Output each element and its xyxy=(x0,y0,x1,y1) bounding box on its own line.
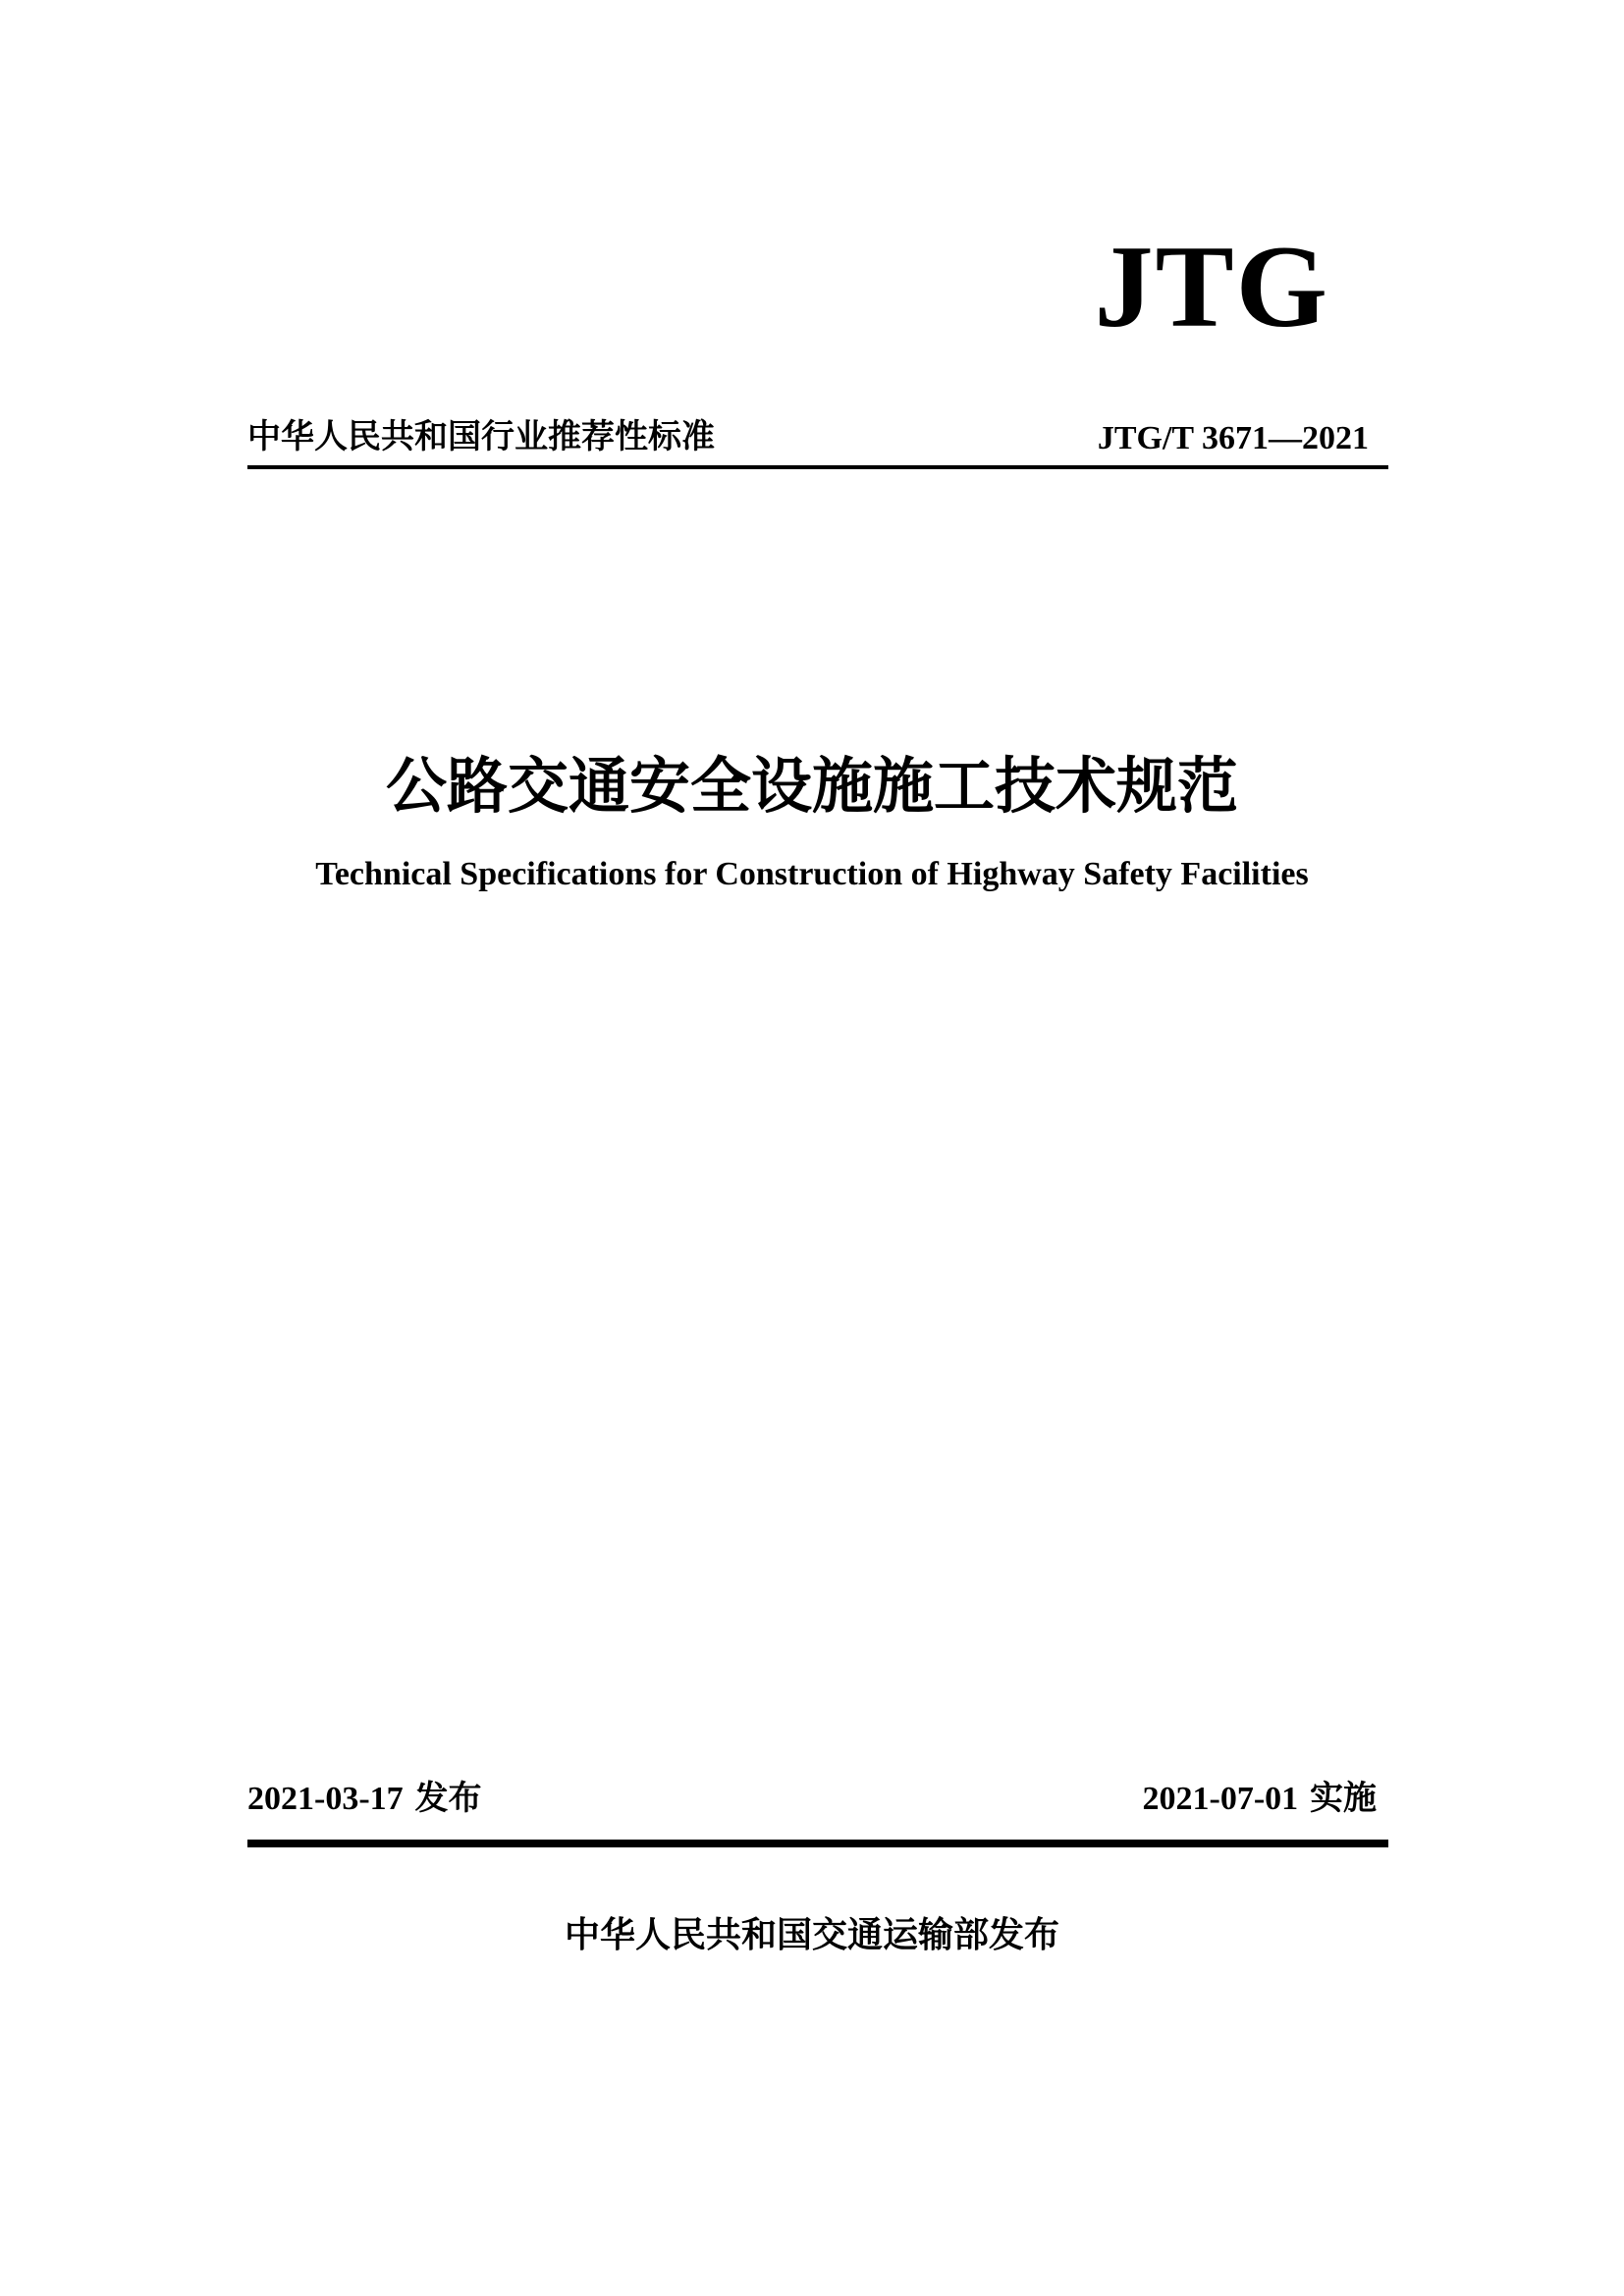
footer-divider xyxy=(247,1840,1388,1847)
issue-date-line xyxy=(247,1779,482,1818)
title-chinese: 公路交通安全设施施工技术规范 xyxy=(385,750,1238,822)
implementation-date: 2021-07-01 xyxy=(1142,1781,1299,1817)
header-divider xyxy=(247,465,1388,469)
issue-label: 发布 xyxy=(414,1779,482,1818)
issue-date: 2021-03-17 xyxy=(247,1781,404,1817)
jtg-logo: JTG xyxy=(1094,221,1329,351)
standard-type: 中华人民共和国行业推荐性标准 xyxy=(247,417,715,456)
title-english: Technical Specifications for Construction of Highway Safety Facilities xyxy=(315,856,1309,892)
implementation-date-line xyxy=(1142,1779,1378,1818)
publisher: 中华人民共和国交通运输部发布 xyxy=(564,1915,1059,1955)
implementation-label: 实施 xyxy=(1310,1779,1377,1818)
standard-code: JTG/T 3671—2021 xyxy=(1097,420,1369,456)
